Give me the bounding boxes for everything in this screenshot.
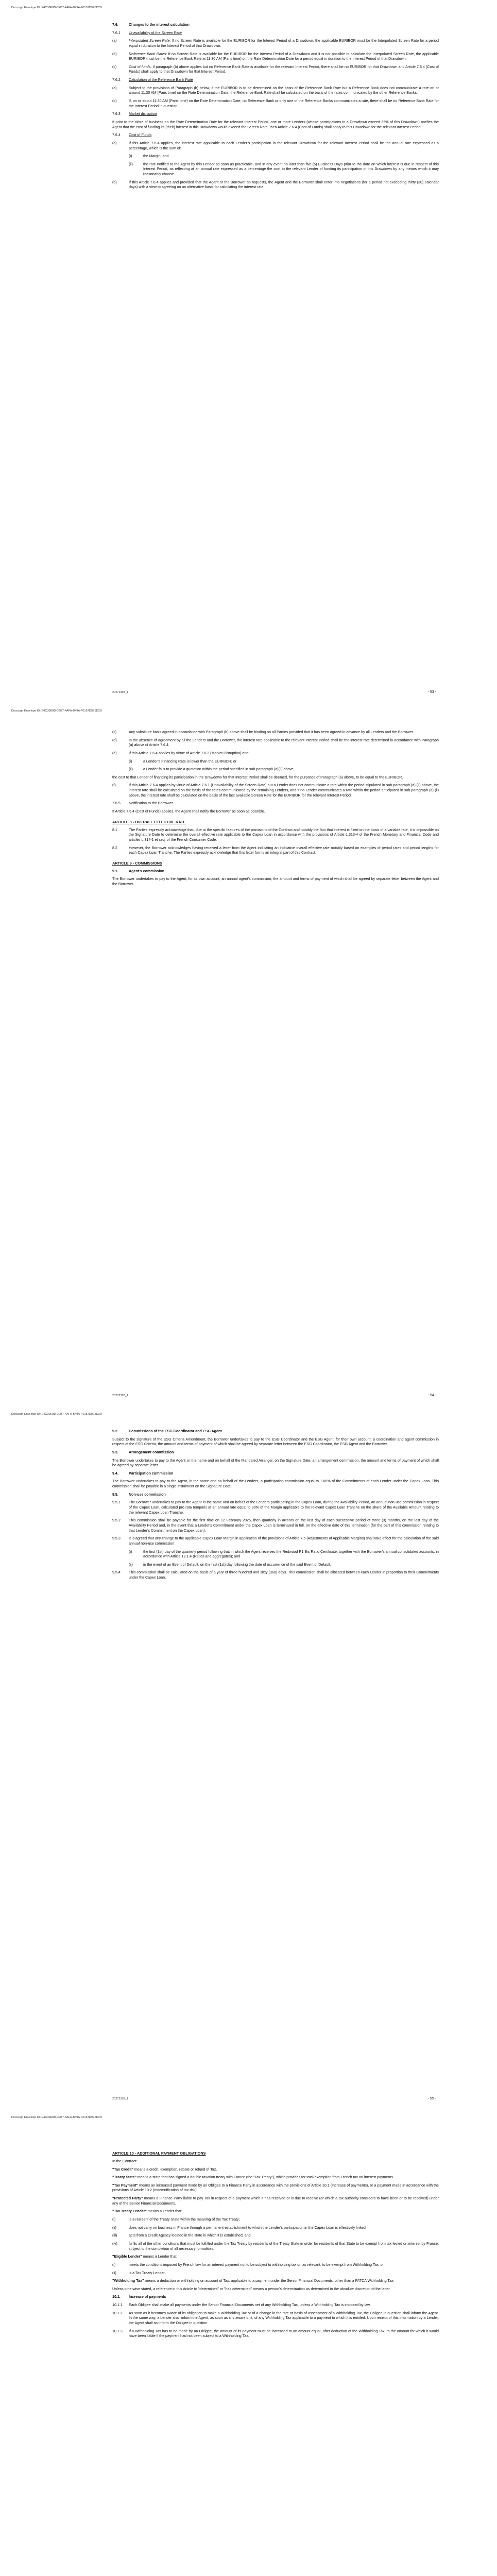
paragraph: in the event of an Event of Default, on the first (1st) day following the date of occurrence of the said Event of Default. [143, 1562, 331, 1567]
section-title: Agent's commission [129, 869, 165, 873]
paragraph: Cost of funds: If paragraph (b) above applies but no Reference Bank Rate is available for the relevant Interest Period, there shall be no EURIBOR for that Drawdown and Article 7.6.4 (Cost of Funds) shall apply to that Drawdown for that Interest Period. [129, 64, 439, 74]
section-number: 9.5.2 [112, 1518, 121, 1523]
item-label: (c) [112, 730, 117, 734]
section-number: 8.2 [112, 845, 117, 850]
paragraph: The Borrower undertakes to pay to the Agent, in the name and on behalf of the Mandated Arranger, on the Signature Date, an arrangement commission, the amount and terms of payment of which shall be agreed by separate letter. [112, 1458, 439, 1468]
paragraph: This commission shall be calculated on the basis of a year of three hundred and sixty (360) days. This commission shall be allocated between each Lender in proportion to their Commitments under the Capex Loan. [129, 1570, 439, 1580]
section-number: 9.3. [112, 1450, 118, 1454]
paragraph: If this Article 7.6.4 applies and provided that the Agent or the Borrower so requests, the Agent and the Borrower shall enter into negotiations (for a period not exceeding thirty (30) calendar days) with a view to agreeing on an alternative basis for calculating the interest rate. [129, 180, 439, 190]
item-label: (a) [112, 39, 117, 43]
section-number: 7.6.2 [112, 78, 121, 82]
paragraph: is a resident of the Treaty State within the meaning of the Tax Treaty; [129, 2217, 240, 2222]
page-54 [0, 703, 497, 1406]
section-number: 7.6.1 [112, 30, 121, 35]
page-content [112, 1429, 439, 1584]
definition: "Treaty State" means a state that has signed a double taxation treaty with France (the "Tax Treaty"), which provides for total exemption from French tax on interest payments. [112, 2175, 394, 2180]
item-label: (b) [112, 180, 117, 184]
footer-reference: 20272393_1 [112, 1394, 129, 1398]
paragraph: meets the conditions imposed by French law for an interest payment not to be subject to withholding tax or, as relevant, to be exempt from Withholding Tax; or [129, 2262, 384, 2267]
item-label: (a) [112, 86, 117, 90]
item-label: (ii) [129, 162, 133, 166]
section-number: 9.5. [112, 1492, 118, 1497]
paragraph: the rate notified to the Agent by this Lender as soon as practicable, and in any event no later than five (5) Business Days prior to the date on which interest is due in respect of this Interest Period, as reflecting at an annual rate expressed as a percentage the cost to the relevant Lender of funding its participation in this Drawdown by any means which it may reasonably choose. [143, 162, 439, 177]
page-number: - 54 - [427, 1394, 436, 1398]
section-title: Notification to the Borrower [129, 801, 173, 806]
envelope-id: Docusign Envelope ID: E4C30E8D-0EB7-4AFA-B49A-F0157D9E5D2D [11, 1413, 102, 1416]
definition: "Eligible Lender" means a Lender that: [112, 2255, 178, 2259]
section-title: Unavailability of the Screen Rate [129, 30, 182, 35]
section-number: 10.1. [112, 2295, 121, 2299]
section-title: Cost of Funds [129, 133, 152, 138]
section-title: Increase of payments [129, 2295, 166, 2299]
item-label: (iv) [112, 2241, 117, 2246]
item-label: (i) [112, 2217, 116, 2222]
item-label: (iii) [112, 2233, 117, 2238]
section-title: Commissions of the ESG Coordinator and ESG Agent [129, 1429, 222, 1433]
paragraph: However, the Borrower acknowledges having received a letter from the Agent indicating an indicative overall effective rate notably based on examples of period rates and period lengths for each Capex Loan Tranche. The Parties expressly acknowledge that this letter forms an integral part of this Contract. [129, 845, 439, 855]
section-number: 10.1.2. [112, 2311, 124, 2315]
definition: "Tax Treaty Lender" means a Lender that: [112, 2209, 182, 2214]
section-title: Arrangement commission [129, 1450, 174, 1454]
paragraph: If this Article 7.6.4 applies by virtue of Article 7.6.1 (Unavailability of the Screen Rate) but a Lender does not communicate a rate within the period stipulated in sub-paragraph (a) (ii) above, the interest rate shall be calculated on the basis of the rates communicated by the remaining Lenders, and if no Lender communicates a rate within the period anticipated in sub-paragraph (a) (ii) above, the interest rate shall be calculated on the basis of the last available Screen Rate for the EURIBOR for the relevant Interest Period. [129, 783, 439, 798]
paragraph: In the absence of agreement by all the Lenders and the Borrower, the interest rate applicable to the relevant Interest Period shall be the interest rate determined in accordance with Paragraph (a) above of Article 7.6.4. [129, 738, 439, 748]
page-56 [0, 2110, 497, 2576]
item-label: (ii) [112, 2225, 116, 2230]
paragraph: If prior to the close of business on the Rate Determination Date for the relevant Interest Period, one or more Lenders (whose participations in a Drawdown exceed 35% of this Drawdown) notifies the Agent that the cost of funding its (their) interest in this Drawdown would exceed the Screen Rate, then Article 7.6.4 (Cost of Funds) shall apply to this Drawdown for the relevant Interest Period. [112, 120, 439, 129]
paragraph: the Margin; and [143, 154, 169, 159]
item-label: (i) [129, 154, 132, 159]
paragraph: acts from a Credit Agency located in the state in which it is established; and [129, 2233, 251, 2238]
page-53 [0, 0, 497, 703]
item-label: (f) [112, 783, 116, 788]
item-label: (i) [129, 1549, 132, 1554]
section-number: 9.4. [112, 1471, 118, 1476]
paragraph: If this Article 7.6.4 applies by virtue of Article 7.6.3 (Market Disruption) and: [129, 751, 250, 755]
section-number: 10.1.1. [112, 2303, 124, 2308]
article-title: ARTICLE 9 - COMMISSIONS [112, 860, 162, 866]
envelope-id: Docusign Envelope ID: E4C30E8D-0EB7-4AFA-B49A-F0157D9E5D2D [11, 2116, 102, 2119]
paragraph: the cost to that Lender of financing its participation in the Drawdown for that Interest Period shall be deemed, for the purposes of Paragraph (a) above, to be equal to the EURIBOR. [112, 775, 403, 779]
section-title: Market disruption [129, 112, 157, 116]
page-55 [0, 1406, 497, 2110]
paragraph: Reference Bank Rates: If no Screen Rate is available for the EURIBOR for the Interest Period of a Drawdown and it is not possible to calculate the Interpolated Screen Rate, the applicable EURIBOR must be the Reference Bank Rate at 11:30 AM (Paris time) on the Rate Determination Date for a period equal in duration to the Interest Period of that Drawdown. [129, 52, 439, 61]
article-title: ARTICLE 10 - ADDITIONAL PAYMENT OBLIGATIONS [112, 2151, 206, 2156]
page-content [112, 2146, 439, 2342]
paragraph: a Lender’s Financing Rate is lower than the EURIBOR; or [143, 759, 237, 764]
paragraph: does not carry on business in France through a permanent establishment to which the Lender’s participation in the Capex Loan is effectively linked; [129, 2225, 367, 2230]
section-number: 9.1. [112, 869, 118, 873]
page-number: - 55 - [427, 2097, 436, 2101]
paragraph: If, on or about 11:30 AM (Paris time) on the Rate Determination Date, no Reference Bank or only one of the Reference Banks communicates a rate, there shall be no Reference Bank Rate for the Interest Period in question. [129, 99, 439, 108]
paragraph: fulfils all of the other conditions that must be fulfilled under the Tax Treaty by residents of the Treaty State in order for residents of that State to be exempt from tax levied on interest by France, subject to the completion of all necessary formalities. [129, 2241, 439, 2251]
item-label: (ii) [129, 767, 133, 772]
item-label: (a) [112, 141, 117, 145]
item-label: (i) [129, 759, 132, 764]
item-label: (ii) [129, 1562, 133, 1567]
section-number: 9.5.1 [112, 1500, 121, 1505]
paragraph: As soon as it becomes aware of its obligation to make a Withholding Tax or of a change in the rate or basis of assessment of a Withholding Tax, the Obligee in question shall inform the Agent. In the same way, a Lender shall inform the Agent, as soon as it is aware of it, of any Withholding Tax applicable to a payment to which it is entitled. Upon receipt of this information by a Lender, the Agent shall so inform the Obligee in question. [129, 2311, 439, 2326]
paragraph: This commission shall be payable for the first time on 12 February 2025, then quarterly in arrears on the last day of each successive period of three (3) months, on the last day of the Availability Period and, in the event that a Lender’s Commitment under the Capex Loan is terminated in full, on the effective date of this termination (for the part of this commission relating to that Lender’s Commitment on the Capex Loan). [129, 1518, 439, 1533]
section-number: 7.6.5 [112, 801, 121, 806]
paragraph: The Borrower undertakes to pay to the Agent, in the name and on behalf of the Lenders, a participation commission equal to 1.00% of the Commitments of each Lender under the Capex Loan. This commission shall be payable in a single instalment on the Signature Date. [112, 1479, 439, 1489]
definition: "Withholding Tax" means a deduction or withholding on account of Tax, applicable to a payment under the Senior Financial Documents, other than a FATCA Withholding Tax. [112, 2279, 395, 2283]
page-content [112, 23, 439, 193]
paragraph: a Lender fails to provide a quotation within the period specified in sub-paragraph (a)(ii) above, [143, 767, 295, 772]
paragraph: If this Article 7.6.4 applies, the interest rate applicable to each Lender’s participation in the relevant Drawdown for the relevant Interest Period shall be the annual rate expressed as a percentage, which is the sum of: [129, 141, 439, 150]
item-label: (i) [112, 2262, 116, 2267]
section-number: 8.1 [112, 827, 117, 832]
paragraph: The Borrower undertakes to pay to the Agent in the name and on behalf of the Lenders participating in the Capex Loan, during the Availability Period, an annual non-use commission in respect of the Capex Loan, calculated pro rata temporis at an annual rate equal to 30% of the Margin applicable to the relevant Capex Loan Tranche on the share of the Available Amount relating to the relevant Capex Loan Tranche. [129, 1500, 439, 1515]
footer-reference: 20272393_1 [112, 691, 129, 694]
item-label: (c) [112, 64, 117, 69]
footer-reference: 20272393_1 [112, 2097, 129, 2101]
envelope-id: Docusign Envelope ID: E4C30E8D-0EB7-4AFA-B49A-F0157D9E5D2D [11, 709, 102, 713]
article-title: ARTICLE 8 - OVERALL EFFECTIVE RATE [112, 819, 186, 824]
paragraph: It is agreed that any change to the applicable Capex Loan Margin in application of the provisions of Article 7.5 (Adjustments of Applicable Margins) shall take effect for the calculation of the said annual non-use commission: [129, 1536, 439, 1546]
definition: "Tax Credit" means a credit, exemption, rebate or refund of Tax. [112, 2167, 217, 2172]
section-number: 9.5.3 [112, 1536, 121, 1541]
section-title: Calculation of the Reference Bank Rate [129, 78, 193, 82]
section-number: 7.6.3 [112, 112, 121, 116]
paragraph: Each Obligee shall make all payments under the Senior Financial Documents net of any Withholding Tax, unless a Withholding Tax is imposed by law. [129, 2303, 371, 2308]
section-number: 10.1.3. [112, 2329, 124, 2333]
paragraph: the first (1st) day of the quarterly period following that in which the Agent receives the Redwood R1 Bis Ratio Certificate, together with the Borrower’s annual consolidated accounts, in accordance with Article 12.1.4 (Ratios and aggregates); and [143, 1549, 439, 1559]
paragraph: Interpolated Screen Rate: If no Screen Rate is available for the EURIBOR for the Interest Period of a Drawdown, the applicable EURIBOR must be the Interpolated Screen Rate for a period equal in duration to the Interest Period of that Drawdown. [129, 39, 439, 48]
item-label: (d) [112, 738, 117, 742]
paragraph: If Article 7.6.4 (Cost of Funds) applies, the Agent shall notify the Borrower as soon as possible. [112, 809, 265, 814]
paragraph: Any substitute basis agreed in accordance with Paragraph (b) above shall be binding on all Parties provided that it has been agreed in advance by all Lenders and the Borrower. [129, 730, 414, 734]
paragraph: Unless otherwise stated, a reference in this Article to "determines" or "has determined" means a person’s determination as determined in the absolute discretion of the latter. [112, 2286, 391, 2291]
item-label: (e) [112, 751, 117, 755]
section-title: Changes to the interest calculation [129, 23, 190, 27]
section-number: 9.5.4 [112, 1570, 121, 1575]
paragraph: Subject to the provisions of Paragraph (b) below, if the EURIBOR is to be determined on the basis of the Reference Bank Rate but a Reference Bank does not communicate a rate on or around 11:30 AM (Paris time) on the Rate Determination Date, the Reference Bank Rate shall be calculated on the basis of the rates communicated by the other Reference Banks. [129, 86, 439, 95]
paragraph: If a Withholding Tax has to be made by an Obligee, the amount of its payment must be increased to an amount equal, after deduction of the Withholding Tax, to the amount for which it would have been liable if the payment had not been subject to a Withholding Tax. [129, 2329, 439, 2338]
section-number: 7.6. [112, 23, 118, 27]
section-title: Non-use commission [129, 1492, 166, 1497]
paragraph: is a Tax Treaty Lender. [129, 2270, 166, 2275]
page-content [112, 730, 439, 890]
envelope-id: Docusign Envelope ID: E4C30E8D-0EB7-4AFA-B49A-F0157D9E5D2D [11, 6, 102, 9]
section-number: 7.6.4 [112, 133, 121, 138]
item-label: (b) [112, 99, 117, 104]
page-number: - 53 - [427, 690, 436, 694]
definition: "Protected Party" means a Finance Party liable to pay Tax in respect of a payment which it has received or is due to receive (or which a tax authority considers to have been or to be received) under any of the Senior Financial Documents. [112, 2196, 439, 2206]
paragraph: Subject to the signature of the ESG Criteria Amendment, the Borrower undertakes to pay to the ESG Coordinator and the ESG Agent, for their own account, a coordination and agent commission in respect of the ESG Criteria, the amount and terms of payment of which shall be agreed by separate letter between the ESG Coordinator, the ESG Agent and the Borrower. [112, 1437, 439, 1447]
definition: "Tax Payment" means an increased payment made by an Obligee to a Finance Party in accordance with the provisions of Article 10.1 (Increase of payments), or a payment made in accordance with the provisions of Article 10.2 (Indemnification of tax risk). [112, 2183, 439, 2193]
item-label: (b) [112, 52, 117, 56]
paragraph: The Borrower undertakes to pay to the Agent, for its own account, an annual agent’s commission, the amount and terms of payment of which shall be agreed by separate letter between the Agent and the Borrower. [112, 877, 439, 887]
section-title: Participation commission [129, 1471, 174, 1476]
paragraph: The Parties expressly acknowledge that, due to the specific features of the provisions of the Contract and notably the fact that interest is fixed on the basis of a variable rate, it is impossible on the Signature Date to determine the overall effective rate applicable to the Capex Loan in accordance with the provisions of Article L.313-4 of the French Monetary and Financial Code and articles L.314-1 et seq. of the French Consumer Code. [129, 827, 439, 842]
item-label: (ii) [112, 2270, 116, 2275]
paragraph: In the Contract: [112, 2159, 138, 2163]
section-number: 9.2. [112, 1429, 118, 1433]
